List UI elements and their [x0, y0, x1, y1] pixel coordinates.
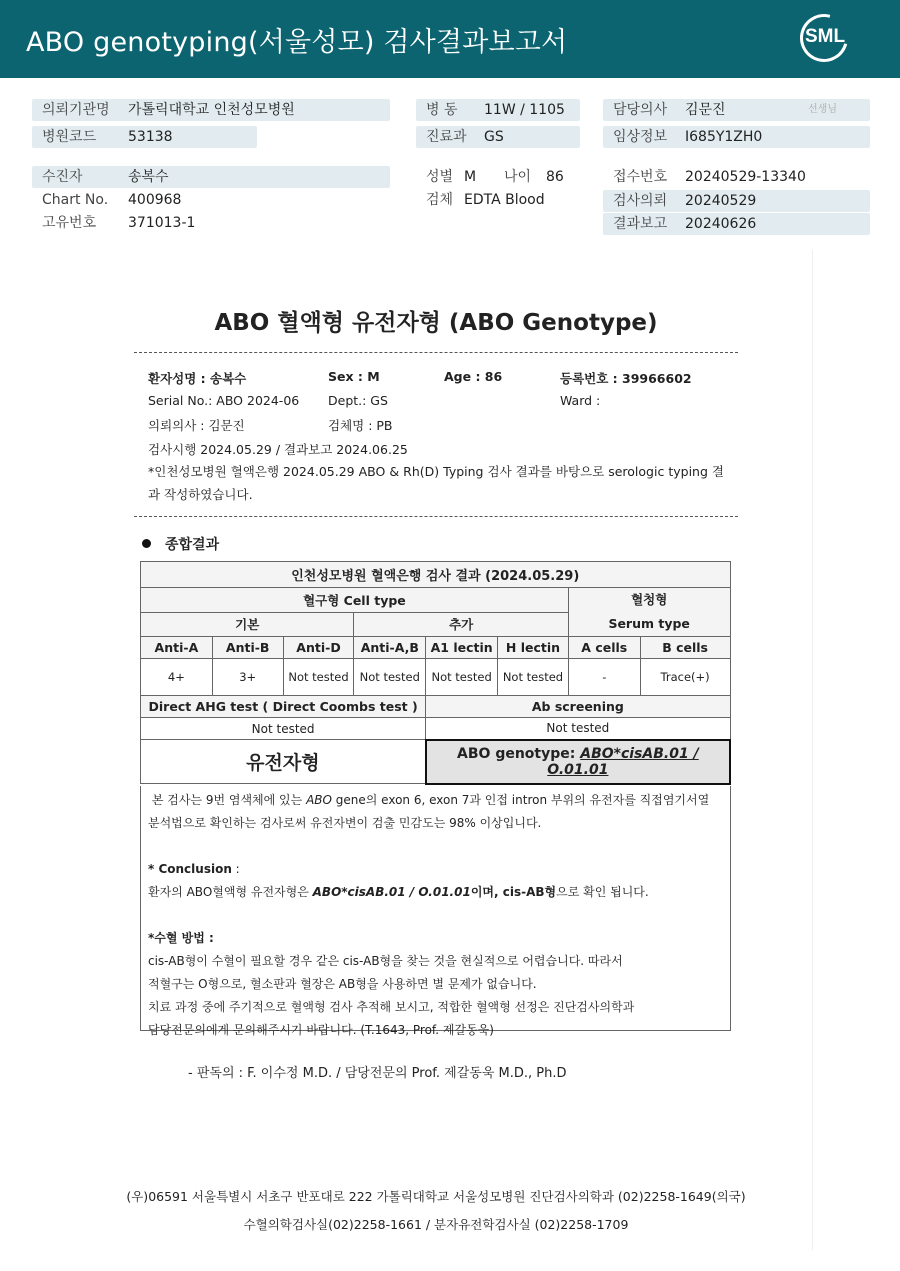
bullet-icon [142, 539, 151, 548]
col-a1-lectin: A1 lectin [426, 637, 498, 659]
chart-label: Chart No. [42, 192, 109, 208]
specimen-label: 검체 [426, 192, 454, 208]
genotype-label: 유전자형 [141, 740, 426, 784]
dept-value: GS [484, 129, 504, 145]
receipt-field [603, 166, 870, 188]
transfusion-line-2: 적혈구는 O형으로, 혈소판과 혈장은 AB형을 사용하면 별 문제가 없습니다. [148, 977, 537, 991]
sml-logo [796, 12, 854, 66]
summary-heading-text: 종합결과 [165, 537, 220, 553]
genotype-value: ABO*cisAB.01 / O.01.01 [547, 745, 699, 778]
receipt-label: 접수번호 [613, 169, 668, 185]
request-label: 검사의뢰 [613, 193, 668, 209]
transfusion-title [148, 927, 722, 950]
request-value: 20240529 [685, 193, 757, 209]
ahg-header: Direct AHG test ( Direct Coombs test ) [141, 696, 426, 718]
receipt-value: 20240529-13340 [685, 169, 806, 185]
report-dates: 검사시행 2024.05.29 / 결과보고 2024.06.25 [148, 442, 408, 457]
footer-address: (우)06591 서울특별시 서초구 반포대로 222 가톨릭대학교 서울성모병원 진단검사의학과 (02)2258-1649(의국) [126, 1189, 746, 1204]
institution-value: 가톨릭대학교 인천성모병원 [128, 102, 295, 118]
report-reg-no: 등록번호 : 39966602 [560, 371, 692, 386]
report-date-label: 결과보고 [613, 216, 668, 232]
col-a-cells: A cells [568, 637, 640, 659]
serum-type-header-en: Serum type [608, 616, 690, 631]
report-header-title: ABO genotyping(서울성모) 검사결과보고서 [26, 27, 568, 58]
doctor-value: 김문진 [685, 102, 726, 118]
ward-value: 11W / 1105 [484, 102, 565, 118]
page-divider-vertical [812, 250, 813, 1250]
summary-heading [142, 534, 219, 554]
report-title: ABO 혈액형 유전자형 (ABO Genotype) [214, 310, 658, 336]
ab-screening-value: Not tested [426, 718, 730, 740]
institution-label: 의뢰기관명 [42, 102, 110, 118]
dept-label: 진료과 [426, 129, 467, 145]
conclusion-title [148, 858, 722, 881]
report-serial: Serial No.: ABO 2024-06 [148, 393, 300, 408]
sex-value: M [464, 169, 477, 185]
doctor-suffix: 선생님 [808, 104, 837, 115]
ward-label: 병 동 [426, 102, 458, 118]
doctor-field [603, 99, 870, 121]
conclusion-text-a: 환자의 ABO혈액형 유전자형은 [148, 885, 313, 899]
specimen-value: EDTA Blood [464, 192, 545, 208]
dashed-divider-top [134, 352, 738, 353]
report-date-field [603, 213, 870, 235]
footer-phones: 수혈의학검사실(02)2258-1661 / 분자유전학검사실 (02)2258-1709 [243, 1217, 629, 1232]
hospital-code-label: 병원코드 [42, 129, 97, 145]
dept-field [416, 126, 580, 148]
method-text-b: gene의 exon 6, exon 7과 인접 intron 부위의 유전자를 직접염기서열 분석법으로 확인하는 검사로써 유전자변이 검출 민감도는 98% 이상입니다. [148, 793, 710, 830]
col-anti-a: Anti-A [141, 637, 213, 659]
patient-label: 수진자 [42, 169, 83, 185]
report-age: Age : 86 [444, 369, 503, 384]
report-sex: Sex : M [328, 369, 380, 384]
report-note: *인천성모병원 혈액은행 2024.05.29 ABO & Rh(D) Typing 검사 결과를 바탕으로 serologic typing 결과 작성하였습니다. [148, 464, 724, 502]
report-date-value: 20240626 [685, 216, 757, 232]
reader-signature: - 판독의 : F. 이수정 M.D. / 담당전문의 Prof. 제갈동욱 M.D., Ph.D [188, 1066, 567, 1081]
method-text-a: 본 검사는 9번 염색체에 있는 [151, 793, 307, 807]
val-a-cells: - [568, 659, 640, 696]
request-field [603, 190, 870, 212]
col-anti-b: Anti-B [212, 637, 283, 659]
transfusion-line-4: 담당전문의에게 문의해주시기 바랍니다. (T.1643, Prof. 제갈동욱) [148, 1023, 494, 1037]
transfusion-line-3: 치료 과정 중에 주기적으로 혈액형 검사 추적해 보시고, 적합한 혈액형 선정은 진단검사의학과 [148, 1000, 635, 1014]
serum-type-header [568, 588, 730, 637]
ward-field [416, 99, 580, 121]
conclusion-title-text: * Conclusion [148, 862, 232, 876]
val-a1-lectin: Not tested [426, 659, 498, 696]
transfusion-line-1: cis-AB형이 수혈이 필요할 경우 같은 cis-AB형을 찾는 것을 현실적으로 어렵습니다. 따라서 [148, 954, 623, 968]
genotype-result [426, 740, 730, 784]
unique-label: 고유번호 [42, 215, 97, 231]
report-ward: Ward : [560, 393, 601, 408]
sex-age-field [416, 166, 586, 188]
clinical-label: 임상정보 [613, 129, 668, 145]
age-label: 나이 [504, 169, 532, 185]
hospital-code-field [32, 126, 257, 148]
conclusion-genotype: ABO*cisAB.01 / O.01.01 [312, 885, 471, 899]
val-anti-a: 4+ [141, 659, 213, 696]
chart-value: 400968 [128, 192, 182, 208]
col-b-cells: B cells [640, 637, 730, 659]
sex-label: 성별 [426, 169, 454, 185]
logo-text: SML [804, 26, 846, 47]
val-anti-d: Not tested [283, 659, 354, 696]
hospital-code-value: 53138 [128, 129, 173, 145]
clinical-field [603, 126, 870, 148]
conclusion-text-b: 이며, cis-AB형 [470, 885, 557, 899]
results-table-title: 인천성모병원 혈액은행 검사 결과 (2024.05.29) [141, 562, 731, 588]
report-specimen: 검체명 : PB [328, 418, 393, 433]
conclusion-text [148, 881, 722, 904]
col-h-lectin: H lectin [498, 637, 569, 659]
interpretation-box [140, 786, 731, 1037]
unique-field [32, 212, 390, 234]
extra-header: 추가 [354, 612, 568, 637]
report-header [0, 0, 900, 78]
conclusion-text-c: 으로 확인 됩니다. [556, 885, 649, 899]
ahg-value: Not tested [141, 718, 426, 740]
doctor-label: 담당의사 [613, 102, 668, 118]
method-text [148, 789, 722, 835]
val-h-lectin: Not tested [498, 659, 569, 696]
val-anti-b: 3+ [212, 659, 283, 696]
patient-field [32, 166, 390, 188]
col-anti-d: Anti-D [283, 637, 354, 659]
cell-type-header: 혈구형 Cell type [141, 588, 569, 613]
institution-field [32, 99, 390, 121]
val-anti-ab: Not tested [354, 659, 426, 696]
serum-type-header-kr: 혈청형 [631, 592, 668, 607]
ab-screening-header: Ab screening [426, 696, 730, 718]
results-table [140, 561, 731, 785]
report-patient-name: 환자성명 : 송복수 [148, 371, 247, 386]
report-dept: Dept.: GS [328, 393, 388, 408]
clinical-value: I685Y1ZH0 [685, 129, 763, 145]
basic-header: 기본 [141, 612, 354, 637]
patient-value: 송복수 [128, 169, 169, 185]
report-doctor: 의뢰의사 : 김문진 [148, 418, 245, 433]
val-b-cells: Trace(+) [640, 659, 730, 696]
method-text-abo: ABO [306, 793, 332, 807]
age-value: 86 [546, 169, 564, 185]
conclusion-title-colon: : [231, 862, 240, 876]
specimen-field [416, 189, 586, 211]
dashed-divider-bottom [134, 516, 738, 517]
col-anti-ab: Anti-A,B [354, 637, 426, 659]
chart-field [32, 189, 390, 211]
unique-value: 371013-1 [128, 215, 196, 231]
transfusion-title-text: *수혈 방법 : [148, 931, 214, 945]
genotype-prefix: ABO genotype: [457, 745, 581, 762]
